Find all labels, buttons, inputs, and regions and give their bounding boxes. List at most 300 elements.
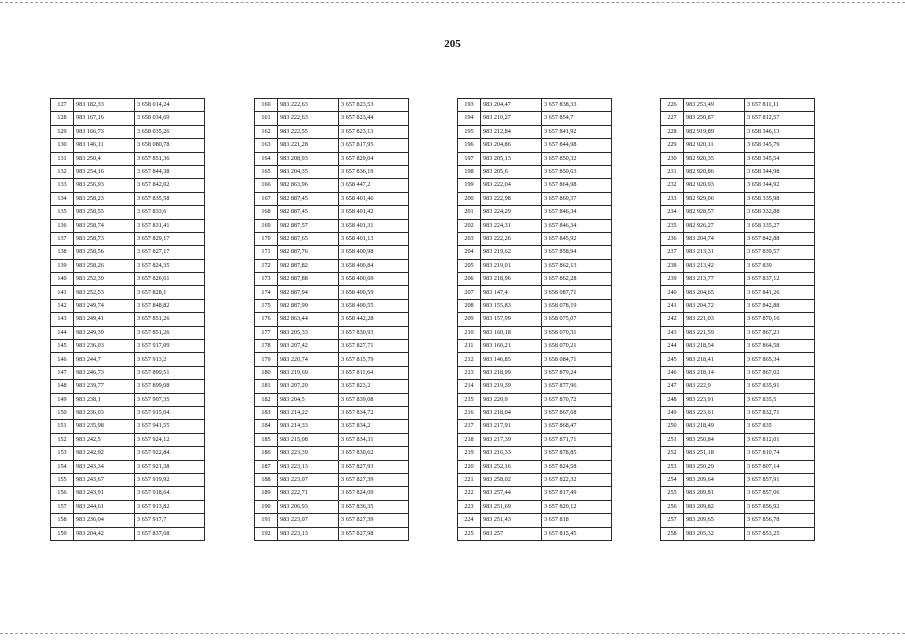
table-row [51,286,205,299]
table-row [255,299,409,312]
table-row [51,152,205,165]
table-row [661,99,815,112]
point-number-cell: 169 [255,219,278,232]
y-coordinate-cell: 3 658 345,54 [745,152,815,165]
point-number-cell: 233 [661,192,684,205]
table-row [458,380,612,393]
x-coordinate-cell: 983 157,99 [481,313,542,326]
point-number-cell: 160 [255,99,278,112]
table-row [255,473,409,486]
y-coordinate-cell: 3 657 827,17 [135,246,205,259]
x-coordinate-cell: 982 929,06 [684,192,745,205]
table-row [51,232,205,245]
x-coordinate-cell: 983 205,6 [481,165,542,178]
table-row [661,447,815,460]
y-coordinate-cell: 3 658 400,55 [339,299,409,312]
point-number-cell: 214 [458,380,481,393]
y-coordinate-cell: 3 657 846,34 [542,206,612,219]
y-coordinate-cell: 3 658 034,69 [135,112,205,125]
table-row [255,340,409,353]
point-number-cell: 252 [661,447,684,460]
table-row [458,273,612,286]
y-coordinate-cell: 3 657 828,1 [135,286,205,299]
x-coordinate-cell: 982 887,76 [278,246,339,259]
y-coordinate-cell: 3 658 346,13 [745,125,815,138]
x-coordinate-cell: 983 223,07 [278,514,339,527]
x-coordinate-cell: 983 217,91 [481,420,542,433]
point-number-cell: 167 [255,192,278,205]
table-row [458,299,612,312]
table-row [661,433,815,446]
point-number-cell: 134 [51,192,74,205]
point-number-cell: 249 [661,406,684,419]
x-coordinate-cell: 983 219,62 [481,246,542,259]
y-coordinate-cell: 3 657 820,12 [542,500,612,513]
point-number-cell: 212 [458,353,481,366]
y-coordinate-cell: 3 657 841,26 [745,286,815,299]
x-coordinate-cell: 983 251,43 [481,514,542,527]
y-coordinate-cell: 3 657 817,49 [542,487,612,500]
point-number-cell: 136 [51,219,74,232]
x-coordinate-cell: 983 222,55 [278,125,339,138]
point-number-cell: 219 [458,447,481,460]
x-coordinate-cell: 983 204,74 [684,232,745,245]
y-coordinate-cell: 3 657 827,39 [339,514,409,527]
point-number-cell: 183 [255,406,278,419]
y-coordinate-cell: 3 658 080,78 [135,139,205,152]
point-number-cell: 221 [458,473,481,486]
x-coordinate-cell: 983 204,47 [481,99,542,112]
y-coordinate-cell: 3 657 878,85 [542,447,612,460]
point-number-cell: 149 [51,393,74,406]
point-number-cell: 232 [661,179,684,192]
x-coordinate-cell: 982 887,94 [278,286,339,299]
x-coordinate-cell: 983 204,42 [74,527,135,540]
table-row [51,366,205,379]
y-coordinate-cell: 3 658 442,28 [339,313,409,326]
y-coordinate-cell: 3 658 401,13 [339,232,409,245]
y-coordinate-cell: 3 658 400,84 [339,259,409,272]
x-coordinate-cell: 983 258,02 [481,473,542,486]
table-row [661,165,815,178]
table-row [661,406,815,419]
y-coordinate-cell: 3 657 835 [745,420,815,433]
x-coordinate-cell: 983 244,7 [74,353,135,366]
x-coordinate-cell: 983 155,83 [481,299,542,312]
x-coordinate-cell: 983 223,13 [278,527,339,540]
table-row [255,99,409,112]
table-row [458,340,612,353]
table-row [51,326,205,339]
x-coordinate-cell: 983 221,59 [684,326,745,339]
x-coordinate-cell: 983 246,73 [74,366,135,379]
y-coordinate-cell: 3 657 867,23 [745,326,815,339]
table-row [255,487,409,500]
point-number-cell: 130 [51,139,74,152]
y-coordinate-cell: 3 657 811,64 [339,366,409,379]
point-number-cell: 226 [661,99,684,112]
point-number-cell: 161 [255,112,278,125]
point-number-cell: 135 [51,206,74,219]
table-row [51,246,205,259]
x-coordinate-cell: 983 204,72 [684,299,745,312]
x-coordinate-cell: 983 209,64 [684,473,745,486]
table-row [661,125,815,138]
y-coordinate-cell: 3 657 829,04 [339,152,409,165]
table-row [661,246,815,259]
y-coordinate-cell: 3 658 344,92 [745,179,815,192]
point-number-cell: 159 [51,527,74,540]
y-coordinate-cell: 3 657 856,78 [745,514,815,527]
table-row [458,112,612,125]
y-coordinate-cell: 3 657 879,24 [542,366,612,379]
y-coordinate-cell: 3 657 812,57 [745,112,815,125]
table-row [661,527,815,540]
y-coordinate-cell: 3 657 810,74 [745,447,815,460]
y-coordinate-cell: 3 657 867,68 [542,406,612,419]
y-coordinate-cell: 3 657 836,19 [339,165,409,178]
y-coordinate-cell: 3 657 851,36 [135,152,205,165]
table-row [51,112,205,125]
x-coordinate-cell: 983 250,87 [684,112,745,125]
y-coordinate-cell: 3 658 401,46 [339,192,409,205]
point-number-cell: 253 [661,460,684,473]
x-coordinate-cell: 983 216,33 [481,447,542,460]
y-coordinate-cell: 3 657 807,14 [745,460,815,473]
y-coordinate-cell: 3 657 824,35 [135,259,205,272]
table-row [661,112,815,125]
point-number-cell: 140 [51,273,74,286]
x-coordinate-cell: 983 204,86 [481,139,542,152]
table-row [51,514,205,527]
x-coordinate-cell: 982 920,93 [684,179,745,192]
x-coordinate-cell: 983 210,27 [481,112,542,125]
table-row [458,192,612,205]
point-number-cell: 220 [458,460,481,473]
x-coordinate-cell: 982 920,86 [684,165,745,178]
y-coordinate-cell: 3 657 835,58 [135,192,205,205]
table-row [661,514,815,527]
point-number-cell: 133 [51,179,74,192]
table-row [255,246,409,259]
table-row [51,192,205,205]
y-coordinate-cell: 3 658 084,71 [542,353,612,366]
y-coordinate-cell: 3 657 823,2 [339,380,409,393]
table-row [255,380,409,393]
y-coordinate-cell: 3 657 865,34 [745,353,815,366]
x-coordinate-cell: 983 243,67 [74,473,135,486]
point-number-cell: 152 [51,433,74,446]
x-coordinate-cell: 983 258,55 [74,206,135,219]
point-number-cell: 191 [255,514,278,527]
table-row [458,246,612,259]
y-coordinate-cell: 3 657 815,79 [339,353,409,366]
x-coordinate-cell: 983 215,08 [278,433,339,446]
x-coordinate-cell: 982 919,89 [684,125,745,138]
point-number-cell: 143 [51,313,74,326]
point-number-cell: 210 [458,326,481,339]
y-coordinate-cell: 3 658 070,21 [542,340,612,353]
table-row [661,326,815,339]
y-coordinate-cell: 3 657 919,92 [135,473,205,486]
y-coordinate-cell: 3 657 842,88 [745,232,815,245]
table-row [51,299,205,312]
y-coordinate-cell: 3 657 830,62 [339,447,409,460]
point-number-cell: 185 [255,433,278,446]
table-row [255,353,409,366]
table-row [458,326,612,339]
y-coordinate-cell: 3 657 862,28 [542,273,612,286]
x-coordinate-cell: 983 258,74 [74,219,135,232]
point-number-cell: 201 [458,206,481,219]
scan-edge-bottom [0,633,905,634]
x-coordinate-cell: 983 160,18 [481,326,542,339]
y-coordinate-cell: 3 658 335,98 [745,192,815,205]
table-row [51,500,205,513]
x-coordinate-cell: 982 887,99 [278,299,339,312]
x-coordinate-cell: 982 928,57 [684,206,745,219]
point-number-cell: 192 [255,527,278,540]
x-coordinate-cell: 983 222,26 [481,232,542,245]
x-coordinate-cell: 983 236,03 [74,340,135,353]
x-coordinate-cell: 983 219,01 [481,259,542,272]
point-number-cell: 156 [51,487,74,500]
point-number-cell: 243 [661,326,684,339]
x-coordinate-cell: 983 219,69 [278,366,339,379]
y-coordinate-cell: 3 657 867,02 [745,366,815,379]
point-number-cell: 170 [255,232,278,245]
point-number-cell: 129 [51,125,74,138]
point-number-cell: 247 [661,380,684,393]
table-row [255,313,409,326]
y-coordinate-cell: 3 657 829,17 [135,232,205,245]
x-coordinate-cell: 983 223,61 [684,406,745,419]
x-coordinate-cell: 983 204,65 [684,286,745,299]
point-number-cell: 155 [51,473,74,486]
point-number-cell: 158 [51,514,74,527]
y-coordinate-cell: 3 658 344,98 [745,165,815,178]
point-number-cell: 142 [51,299,74,312]
table-row [51,353,205,366]
y-coordinate-cell: 3 657 822,32 [542,473,612,486]
point-number-cell: 162 [255,125,278,138]
x-coordinate-cell: 982 887,45 [278,192,339,205]
point-number-cell: 148 [51,380,74,393]
table-row [458,259,612,272]
x-coordinate-cell: 983 257 [481,527,542,540]
x-coordinate-cell: 983 204,5 [278,393,339,406]
point-number-cell: 223 [458,500,481,513]
table-row [661,299,815,312]
x-coordinate-cell: 983 252,53 [74,286,135,299]
table-row [458,165,612,178]
y-coordinate-cell: 3 657 841,92 [542,125,612,138]
table-row [255,219,409,232]
table-row [458,420,612,433]
y-coordinate-cell: 3 657 907,35 [135,393,205,406]
table-row [51,125,205,138]
x-coordinate-cell: 983 223,91 [684,393,745,406]
table-row [255,259,409,272]
point-number-cell: 239 [661,273,684,286]
y-coordinate-cell: 3 658 401,31 [339,219,409,232]
y-coordinate-cell: 3 658 345,79 [745,139,815,152]
x-coordinate-cell: 982 926,27 [684,219,745,232]
table-row [51,313,205,326]
x-coordinate-cell: 983 218,41 [684,353,745,366]
x-coordinate-cell: 983 222,04 [481,179,542,192]
table-row [51,527,205,540]
point-number-cell: 237 [661,246,684,259]
table-row [458,473,612,486]
x-coordinate-cell: 983 242,5 [74,433,135,446]
y-coordinate-cell: 3 657 871,71 [542,433,612,446]
table-row [661,460,815,473]
x-coordinate-cell: 983 222,71 [278,487,339,500]
point-number-cell: 138 [51,246,74,259]
table-row [458,219,612,232]
table-row [661,500,815,513]
x-coordinate-cell: 983 258,23 [74,192,135,205]
table-row [51,165,205,178]
table-row [661,232,815,245]
x-coordinate-cell: 983 256,93 [74,179,135,192]
table-row [458,179,612,192]
table-row [661,179,815,192]
point-number-cell: 248 [661,393,684,406]
y-coordinate-cell: 3 657 918,64 [135,487,205,500]
x-coordinate-cell: 983 258,26 [74,259,135,272]
table-row [458,460,612,473]
point-number-cell: 175 [255,299,278,312]
point-number-cell: 204 [458,246,481,259]
table-row [255,206,409,219]
coordinate-table-1 [50,98,205,541]
x-coordinate-cell: 983 218,99 [481,366,542,379]
y-coordinate-cell: 3 657 864,98 [542,179,612,192]
point-number-cell: 181 [255,380,278,393]
point-number-cell: 224 [458,514,481,527]
point-number-cell: 245 [661,353,684,366]
table-row [255,152,409,165]
x-coordinate-cell: 983 218,96 [481,273,542,286]
x-coordinate-cell: 983 235,98 [74,420,135,433]
point-number-cell: 215 [458,393,481,406]
y-coordinate-cell: 3 657 860,37 [542,192,612,205]
x-coordinate-cell: 983 146,11 [74,139,135,152]
y-coordinate-cell: 3 657 824,09 [339,487,409,500]
table-row [661,259,815,272]
x-coordinate-cell: 983 252,39 [74,273,135,286]
y-coordinate-cell: 3 657 899,51 [135,366,205,379]
table-row [661,380,815,393]
point-number-cell: 154 [51,460,74,473]
y-coordinate-cell: 3 657 862,13 [542,259,612,272]
point-number-cell: 168 [255,206,278,219]
y-coordinate-cell: 3 657 817,95 [339,139,409,152]
point-number-cell: 147 [51,366,74,379]
point-number-cell: 137 [51,232,74,245]
table-row [661,420,815,433]
x-coordinate-cell: 982 887,88 [278,273,339,286]
point-number-cell: 240 [661,286,684,299]
y-coordinate-cell: 3 657 854,7 [542,112,612,125]
table-row [661,393,815,406]
point-number-cell: 172 [255,259,278,272]
y-coordinate-cell: 3 657 899,08 [135,380,205,393]
table-row [458,139,612,152]
point-number-cell: 171 [255,246,278,259]
point-number-cell: 202 [458,219,481,232]
table-row [51,219,205,232]
y-coordinate-cell: 3 658 075,07 [542,313,612,326]
point-number-cell: 139 [51,259,74,272]
point-number-cell: 193 [458,99,481,112]
y-coordinate-cell: 3 658 332,88 [745,206,815,219]
point-number-cell: 216 [458,406,481,419]
point-number-cell: 176 [255,313,278,326]
x-coordinate-cell: 982 887,82 [278,259,339,272]
x-coordinate-cell: 983 250,4 [74,152,135,165]
table-row [255,500,409,513]
y-coordinate-cell: 3 657 870,72 [542,393,612,406]
y-coordinate-cell: 3 657 811,11 [745,99,815,112]
point-number-cell: 231 [661,165,684,178]
y-coordinate-cell: 3 658 400,59 [339,286,409,299]
x-coordinate-cell: 983 209,65 [684,514,745,527]
table-row [661,340,815,353]
x-coordinate-cell: 983 205,13 [481,152,542,165]
x-coordinate-cell: 983 221,28 [278,139,339,152]
table-row [661,139,815,152]
x-coordinate-cell: 983 239,77 [74,380,135,393]
table-row [458,366,612,379]
x-coordinate-cell: 983 221,03 [684,313,745,326]
table-row [661,273,815,286]
point-number-cell: 222 [458,487,481,500]
table-row [661,473,815,486]
table-row [661,366,815,379]
y-coordinate-cell: 3 657 851,26 [135,313,205,326]
x-coordinate-cell: 983 243,91 [74,487,135,500]
table-row [255,433,409,446]
y-coordinate-cell: 3 657 837,12 [745,273,815,286]
x-coordinate-cell: 983 219,39 [481,380,542,393]
x-coordinate-cell: 983 205,32 [684,527,745,540]
point-number-cell: 208 [458,299,481,312]
x-coordinate-cell: 983 242,92 [74,447,135,460]
y-coordinate-cell: 3 657 827,98 [339,527,409,540]
table-row [458,152,612,165]
x-coordinate-cell: 982 887,65 [278,232,339,245]
y-coordinate-cell: 3 657 827,39 [339,473,409,486]
y-coordinate-cell: 3 657 846,34 [542,219,612,232]
x-coordinate-cell: 983 220,74 [278,353,339,366]
y-coordinate-cell: 3 657 850,32 [542,152,612,165]
point-number-cell: 173 [255,273,278,286]
x-coordinate-cell: 983 209,81 [684,487,745,500]
point-number-cell: 165 [255,165,278,178]
point-number-cell: 146 [51,353,74,366]
x-coordinate-cell: 983 243,34 [74,460,135,473]
coordinate-table-2 [254,98,409,541]
x-coordinate-cell: 983 218,04 [481,406,542,419]
point-number-cell: 200 [458,192,481,205]
x-coordinate-cell: 982 887,45 [278,206,339,219]
y-coordinate-cell: 3 657 913,82 [135,500,205,513]
point-number-cell: 127 [51,99,74,112]
y-coordinate-cell: 3 657 941,55 [135,420,205,433]
